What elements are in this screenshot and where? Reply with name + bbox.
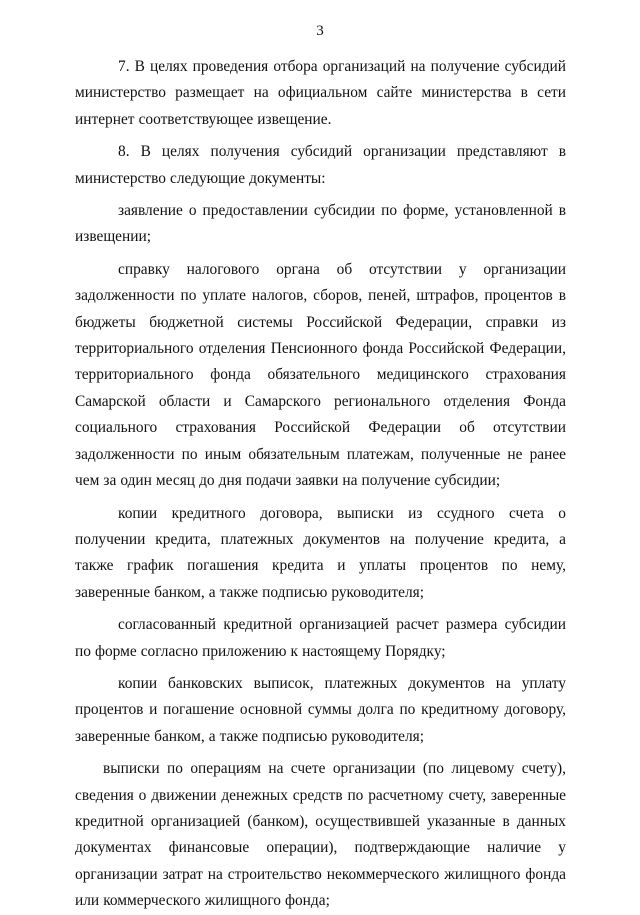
paragraph-item-7: 7. В целях проведения отбора организаций на получение субсидий министерство размещает на официальном сайте министерства в сети интернет соответствующее извещение. bbox=[75, 58, 566, 128]
paragraph-item-8: 8. В целях получения субсидий организации представляют в министерство следующие документы: bbox=[75, 143, 566, 187]
list-item-tax-certificate: справку налогового органа об отсутствии у организации задолженности по уплате налогов, сборов, пеней, штрафов, процентов в бюджеты бюджетной системы Российской Федерации, справки из территориального отделения Пенсионного фонда Российской Федерации, территориального фонда обязательного медицинского страхования Самарской области и Самарского регионального отделения Фонда социального страхования Российской Федерации об отсутствии задолженности по иным обязательным платежам, полученные не ранее чем за один месяц до дня подачи заявки на получение субсидии; bbox=[75, 260, 566, 490]
list-item-account-statements: выписки по операциям на счете организации (по лицевому счету), сведения о движении денежных средств по расчетному счету, заверенные кредитной организацией (банком), осуществившей указанные в данных документах финансовые операции), подтверждающие наличие у организации затрат на строительство некоммерческого жилищного фонда или коммерческого жилищного фонда; bbox=[75, 760, 566, 910]
list-item-application: заявление о предоставлении субсидии по форме, установленной в извещении; bbox=[75, 202, 566, 246]
document-body bbox=[75, 54, 566, 915]
page-number: 3 bbox=[316, 23, 324, 39]
list-item-credit-agreement: копии кредитного договора, выписки из ссудного счета о получении кредита, платежных документов на получение кредита, а также график погашения кредита и уплаты процентов по нему, заверенные банком, а также подписью руководителя; bbox=[75, 504, 566, 601]
list-item-bank-statements: копии банковских выписок, платежных документов на уплату процентов и погашение основной суммы долга по кредитному договору, заверенные банком, а также подписью руководителя; bbox=[75, 674, 566, 745]
list-item-subsidy-calculation: согласованный кредитной организацией расчет размера субсидии по форме согласно приложению к настоящему Порядку; bbox=[75, 616, 566, 660]
